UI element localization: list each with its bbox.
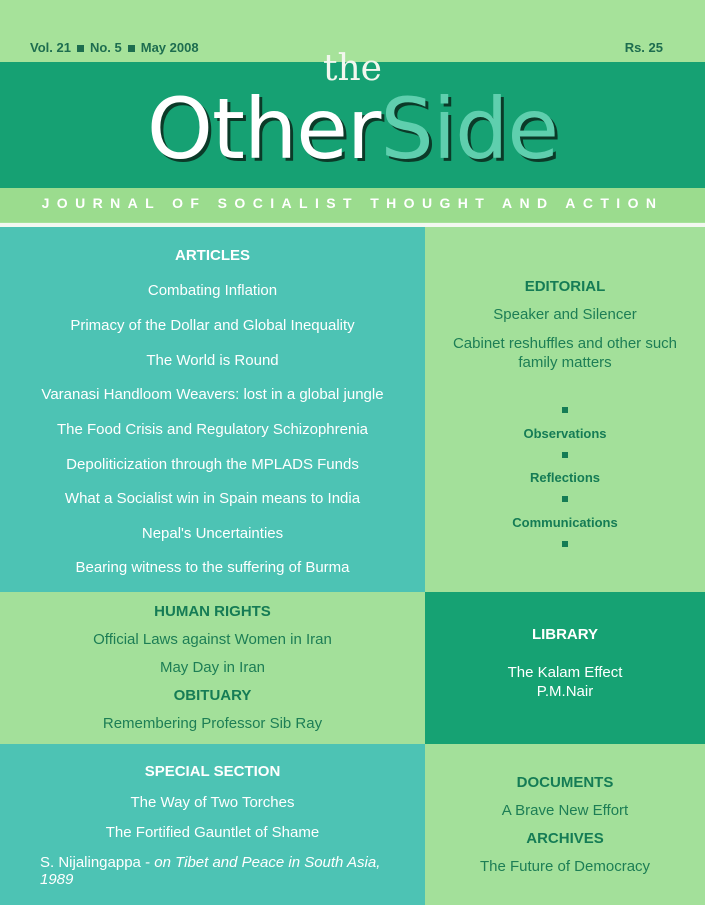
article-item[interactable]: What a Socialist win in Spain means to India <box>64 490 361 507</box>
square-bullet-icon <box>562 452 568 458</box>
title-the: the <box>323 48 382 89</box>
special-item-author: S. Nijalingappa - <box>40 854 155 871</box>
articles-heading: ARTICLES <box>175 247 250 264</box>
article-item[interactable]: The Food Crisis and Regulatory Schizophrenia <box>57 421 368 438</box>
editorial-section <box>425 227 705 592</box>
article-item[interactable]: The World is Round <box>146 352 279 369</box>
communications-label: Communications <box>512 515 618 530</box>
human-rights-item[interactable]: Official Laws against Women in Iran <box>93 631 332 648</box>
obituary-heading: OBITUARY <box>173 687 252 704</box>
human-rights-heading: HUMAN RIGHTS <box>154 603 271 620</box>
special-item-title: on Tibet and Peace in South Asia, 1989 <box>40 854 381 888</box>
article-item[interactable]: Varanasi Handloom Weavers: lost in a global jungle <box>41 386 384 403</box>
article-item[interactable]: Bearing witness to the suffering of Burma <box>75 559 350 576</box>
editorial-item[interactable]: Speaker and Silencer <box>493 306 637 323</box>
logo-title <box>0 74 705 184</box>
special-item[interactable] <box>40 854 390 888</box>
editorial-item[interactable]: Cabinet reshuffles and other such family matters <box>452 335 678 371</box>
square-bullet-icon <box>562 541 568 547</box>
title-part-1: Other <box>146 80 381 178</box>
article-item[interactable]: Nepal's Uncertainties <box>141 525 284 542</box>
article-item[interactable]: Depoliticization through the MPLADS Funds <box>66 456 359 473</box>
human-rights-item[interactable]: May Day in Iran <box>159 659 266 676</box>
date: May 2008 <box>140 40 199 55</box>
volume: Vol. 21 <box>30 40 71 55</box>
library-title[interactable]: The Kalam Effect <box>507 664 623 681</box>
special-item[interactable]: The Way of Two Torches <box>130 794 295 811</box>
special-section <box>0 744 425 905</box>
editorial-heading: EDITORIAL <box>524 278 606 295</box>
tagline: JOURNAL OF SOCIALIST THOUGHT AND ACTION <box>0 188 705 222</box>
reflections-label: Reflections <box>529 470 601 485</box>
article-item[interactable]: Primacy of the Dollar and Global Inequality <box>70 317 355 334</box>
human-rights-section <box>0 592 425 744</box>
library-section <box>425 592 705 744</box>
number: No. 5 <box>89 40 122 55</box>
documents-section <box>425 744 705 905</box>
special-heading: SPECIAL SECTION <box>144 763 281 780</box>
square-bullet-icon <box>562 407 568 413</box>
price: Rs. 25 <box>624 40 663 55</box>
masthead <box>0 48 705 188</box>
articles-section <box>0 227 425 592</box>
documents-heading: DOCUMENTS <box>516 774 614 791</box>
square-bullet-icon <box>562 496 568 502</box>
observations-label: Observations <box>523 426 607 441</box>
special-item[interactable]: The Fortified Gauntlet of Shame <box>105 824 320 841</box>
documents-item[interactable]: A Brave New Effort <box>501 802 629 819</box>
title-part-2: Side <box>380 80 559 178</box>
archives-heading: ARCHIVES <box>526 830 604 847</box>
obituary-item[interactable]: Remembering Professor Sib Ray <box>102 715 323 732</box>
library-heading: LIBRARY <box>531 626 599 643</box>
archives-item[interactable]: The Future of Democracy <box>479 858 651 875</box>
article-item[interactable]: Combating Inflation <box>147 282 278 299</box>
library-author: P.M.Nair <box>536 683 594 700</box>
